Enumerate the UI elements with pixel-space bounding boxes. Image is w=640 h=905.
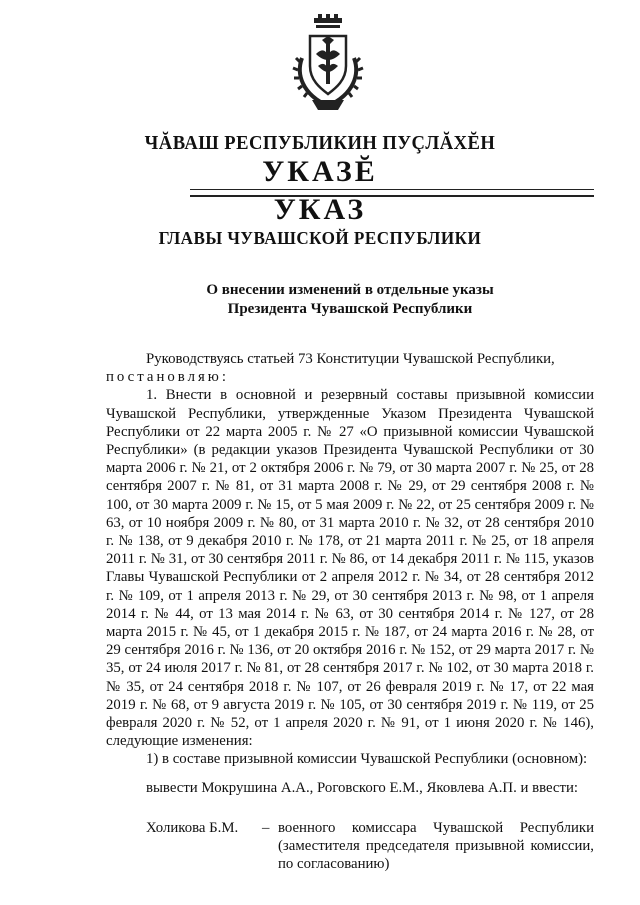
chuvash-header-line: ЧĂВАШ РЕСПУБЛИКИН ПУÇЛĂХĔН bbox=[144, 132, 496, 154]
intro-paragraph: Руководствуясь статьей 73 Конституции Чувашской Республики, bbox=[146, 351, 555, 367]
remove-members-paragraph: вывести Мокрушина А.А., Роговского Е.М., Яковлева А.П. и ввести: bbox=[146, 779, 578, 796]
member-name: Холикова Б.М. bbox=[146, 819, 239, 836]
document-title-line1: О внесении изменений в отдельные указы bbox=[206, 282, 494, 298]
member-dash: – bbox=[262, 819, 270, 836]
item-1-paragraph: 1. Внести в основной и резервный составы призывной комиссии Чувашской Республики, утвержденные Указом Президента Чувашской Республики от 22 марта 2005 г. № 27 «О призывной комиссии Чувашской Республики» (в редакции указов Президента Чувашской Республики от 30 марта 2006 г. № 21, от 2 октября 2006 г. № 79, от 30 марта 2007 г. № 25, от 28 сентября 2007 г. № 81, от 31 марта 2008 г. № 29, от 29 сентября 2008 г. № 100, от 30 марта 2009 г. № 15, от 5 мая 2009 г. № 22, от 25 сентября 2009 г. № 63, от 10 ноября 2009 г. № 80, от 31 марта 2010 г. № 32, от 28 сентября 2010 г. № 138, от 9 декабря 2010 г. № 178, от 21 марта 2011 г. № 25, от 18 апреля 2011 г. № 31, от 30 сентября 2011 г. № 86, от 14 декабря 2011 г. № 115, указов Главы Чувашской Республики от 2 апреля 2012 г. № 34, от 28 сентября 2012 г. № 109, от 1 апреля 2013 г. № 29, от 30 сентября 2013 г. № 98, от 1 апреля 2014 г. № 44, от 13 мая 2014 г. № 63, от 30 сентября 2014 г. № 127, от 28 марта 2015 г. № 45, от 1 декабря 2015 г. № 187, от 24 марта 2016 г. № 28, от 29 сентября 2016 г. № 136, от 20 октября 2016 г. № 152, от 29 марта 2017 г. № 35, от 24 июля 2017 г. № 81, от 28 сентября 2017 г. № 102, от 30 марта 2018 г. № 35, от 24 сентября 2018 г. № 107, от 26 февраля 2019 г. № 17, от 22 мая 2019 г. № 68, от 9 августа 2019 г. № 105, от 30 сентября 2019 г. № 119, от 25 февраля 2020 г. № 52, от 1 апреля 2020 г. № 91, от 1 июня 2020 г. № 146), следующие изменения: bbox=[106, 387, 594, 750]
document-body bbox=[106, 350, 594, 873]
russian-decree-heading: УКАЗ bbox=[273, 193, 367, 226]
document-title bbox=[150, 281, 550, 319]
chuvash-decree-heading: УКАЗĔ bbox=[262, 155, 378, 188]
member-entry bbox=[106, 819, 594, 874]
russian-header-line: ГЛАВЫ ЧУВАШСКОЙ РЕСПУБЛИКИ bbox=[158, 228, 482, 248]
subitem-1-paragraph: 1) в составе призывной комиссии Чувашской Республики (основном): bbox=[146, 751, 588, 768]
resolve-word: постановляю: bbox=[106, 369, 229, 386]
chuvash-emblem-icon bbox=[292, 14, 364, 114]
member-role: военного комиссара Чувашской Республики (заместителя председателя призывной комиссии, по согласованию) bbox=[278, 819, 594, 873]
document-title-line2: Президента Чувашской Республики bbox=[227, 301, 473, 317]
